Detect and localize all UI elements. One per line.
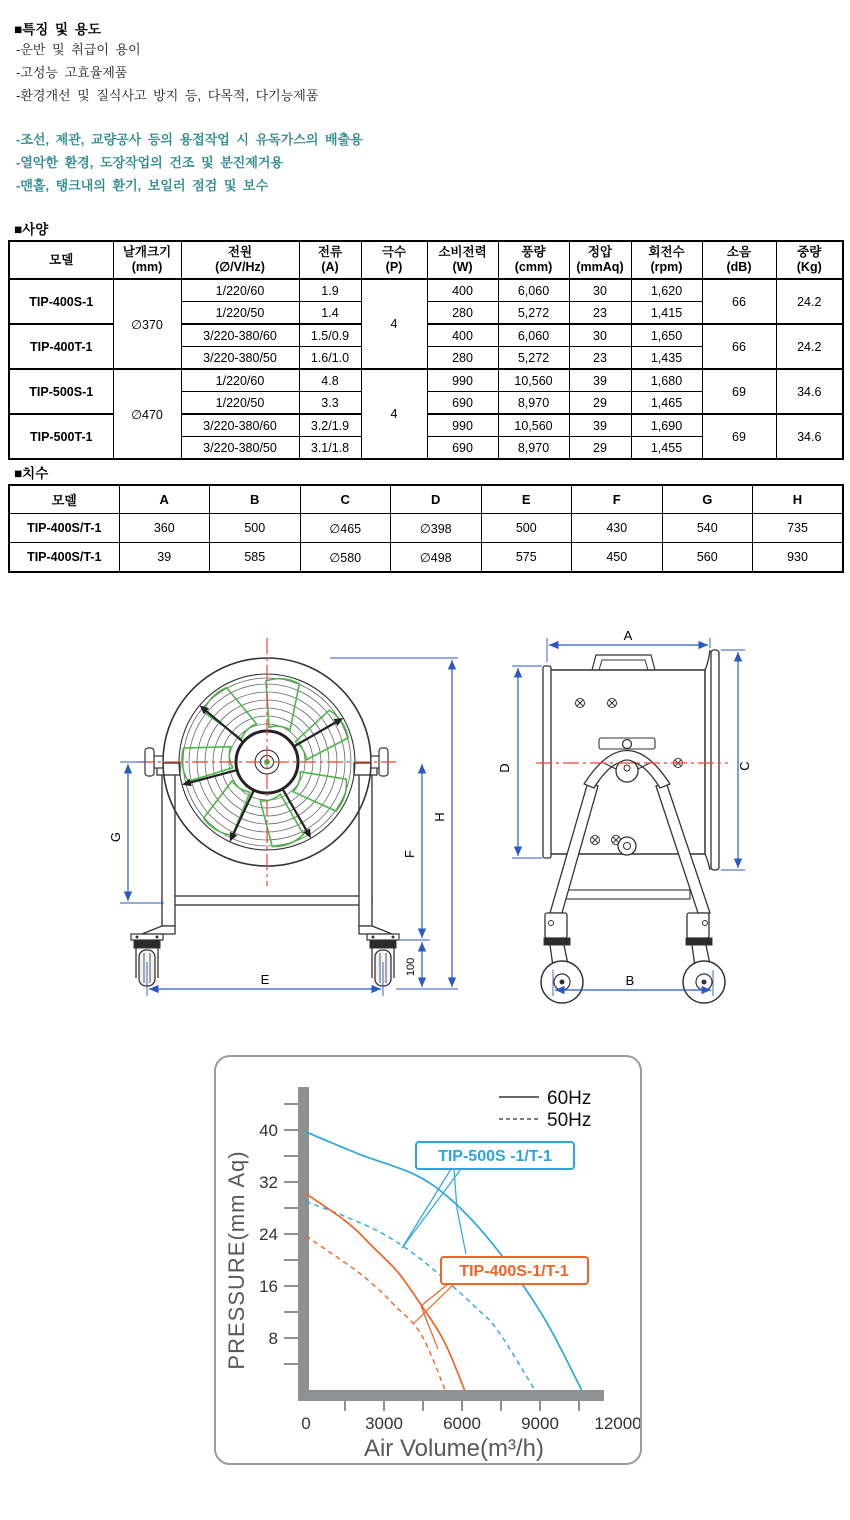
spec-cell: 30 (569, 279, 631, 302)
performance-chart (216, 1057, 640, 1463)
svg-text:8: 8 (268, 1329, 278, 1348)
spec-cell-weight: 24.2 (776, 324, 843, 369)
dims-header: C (300, 485, 391, 514)
spec-header: 모델 (9, 241, 113, 279)
feature-item: -환경개선 및 질식사고 방지 등, 다목적, 다기능제품 (16, 88, 319, 103)
spec-cell: 3.2/1.9 (299, 414, 361, 437)
dim-label-b: B (625, 973, 635, 988)
dims-cell: 39 (119, 543, 210, 573)
spec-cell: 1,435 (631, 347, 702, 370)
dims-cell-model: TIP-400S/T-1 (9, 543, 119, 573)
spec-cell: 1,620 (631, 279, 702, 302)
spec-cell-model: TIP-500S-1 (9, 369, 113, 414)
svg-text:24: 24 (259, 1225, 278, 1244)
feature-item: -운반 및 취급이 용이 (16, 42, 141, 57)
spec-cell: 3/220-380/50 (181, 347, 299, 370)
spec-cell-noise: 66 (702, 324, 776, 369)
dim-label-g: G (108, 831, 123, 843)
spec-header: 날개크기 (mm) (113, 241, 181, 279)
annotation-tip400 (413, 1257, 588, 1349)
dims-cell: 560 (662, 543, 753, 573)
front-view-drawing (100, 622, 470, 1022)
side-view-drawing (492, 622, 850, 1022)
spec-cell: 1.5/0.9 (299, 324, 361, 347)
svg-text:12000: 12000 (594, 1414, 640, 1433)
dim-label-100: 100 (405, 957, 417, 977)
spec-cell: 280 (427, 302, 498, 325)
dims-cell: 540 (662, 514, 753, 543)
dims-header: E (481, 485, 572, 514)
dims-cell: 500 (210, 514, 301, 543)
feature-item-teal: -조선, 제관, 교량공사 등의 용접작업 시 유독가스의 배출용 (16, 132, 363, 147)
dims-cell: 585 (210, 543, 301, 573)
spec-cell: 6,060 (498, 324, 569, 347)
spec-cell: 23 (569, 347, 631, 370)
table-row (9, 279, 843, 302)
dims-cell: 430 (572, 514, 663, 543)
spec-cell: 1/220/60 (181, 279, 299, 302)
spec-cell: 1.4 (299, 302, 361, 325)
spec-cell: 280 (427, 347, 498, 370)
spec-cell: 990 (427, 414, 498, 437)
spec-cell: 1/220/60 (181, 369, 299, 392)
table-row (9, 543, 843, 573)
spec-cell: 8,970 (498, 437, 569, 460)
svg-text:3000: 3000 (365, 1414, 403, 1433)
svg-text:6000: 6000 (443, 1414, 481, 1433)
spec-cell: 1,455 (631, 437, 702, 460)
spec-cell: 1,465 (631, 392, 702, 415)
spec-cell: 10,560 (498, 414, 569, 437)
svg-text:32: 32 (259, 1173, 278, 1192)
svg-text:40: 40 (259, 1121, 278, 1140)
spec-cell: 10,560 (498, 369, 569, 392)
performance-chart-panel (214, 1055, 642, 1465)
dim-label-e: E (260, 972, 270, 987)
chart-series (306, 1202, 535, 1391)
y-axis-title: PRESSURE(mm Aq) (224, 1150, 249, 1370)
dim-label-h: H (432, 812, 447, 822)
caster-right (683, 938, 725, 1003)
dims-cell: ∅580 (300, 543, 391, 573)
spec-cell: 5,272 (498, 347, 569, 370)
spec-cell-weight: 34.6 (776, 369, 843, 414)
spec-cell: 990 (427, 369, 498, 392)
table-row (9, 514, 843, 543)
feature-item: -고성능 고효율제품 (16, 65, 128, 80)
spec-cell: 3/220-380/60 (181, 324, 299, 347)
spec-cell: 400 (427, 279, 498, 302)
spec-cell: 1,680 (631, 369, 702, 392)
features-title: ■특징 및 용도 (14, 22, 101, 37)
svg-text:9000: 9000 (521, 1414, 559, 1433)
spec-cell-model: TIP-400T-1 (9, 324, 113, 369)
svg-text:16: 16 (259, 1277, 278, 1296)
chart-overlay (224, 1088, 591, 1462)
spec-cell: 1,650 (631, 324, 702, 347)
dims-cell: ∅498 (391, 543, 482, 573)
spec-cell: 400 (427, 324, 498, 347)
spec-cell: 3/220-380/60 (181, 414, 299, 437)
spec-cell-weight: 34.6 (776, 414, 843, 459)
dims-table (8, 484, 844, 573)
dims-cell: 450 (572, 543, 663, 573)
handle-inner (599, 660, 648, 670)
annotation-label-tip500: TIP-500S -1/T-1 (438, 1148, 552, 1165)
feature-item-teal: -열악한 환경, 도장작업의 건조 및 분진제거용 (16, 155, 284, 170)
spec-cell-model: TIP-400S-1 (9, 279, 113, 324)
dims-header: 모델 (9, 485, 119, 514)
caster-left (541, 938, 583, 1003)
spec-cell-noise: 69 (702, 369, 776, 414)
dims-cell: 360 (119, 514, 210, 543)
spec-cell-model: TIP-500T-1 (9, 414, 113, 459)
spec-cell: 29 (569, 392, 631, 415)
dims-title: ■치수 (14, 466, 49, 481)
spec-cell: 1/220/50 (181, 302, 299, 325)
legend-label-50hz: 50Hz (547, 1110, 592, 1131)
spec-cell: 690 (427, 392, 498, 415)
spec-cell: 29 (569, 437, 631, 460)
spec-header: 전원 (∅/V/Hz) (181, 241, 299, 279)
features-list-black (16, 38, 318, 107)
dim-label-c: C (737, 761, 752, 771)
spec-header: 전류 (A) (299, 241, 361, 279)
dims-header: G (662, 485, 753, 514)
dims-header-row (9, 485, 843, 514)
spec-table (8, 240, 844, 460)
annotation-label-tip400: TIP-400S-1/T-1 (459, 1263, 569, 1280)
spec-cell-blade: ∅470 (113, 369, 181, 459)
dims-header: A (119, 485, 210, 514)
spec-title: ■사양 (14, 222, 49, 237)
spec-cell-noise: 66 (702, 279, 776, 324)
x-axis-bar (298, 1390, 604, 1401)
table-row (9, 369, 843, 392)
dims-cell-model: TIP-400S/T-1 (9, 514, 119, 543)
spec-cell: 3.3 (299, 392, 361, 415)
dims-cell: 575 (481, 543, 572, 573)
dim-label-a: A (623, 628, 633, 643)
spec-cell-noise: 69 (702, 414, 776, 459)
dims-cell: 930 (753, 543, 844, 573)
dims-cell: 500 (481, 514, 572, 543)
spec-cell: 3/220-380/50 (181, 437, 299, 460)
dims-cell: ∅465 (300, 514, 391, 543)
spec-cell: 1,415 (631, 302, 702, 325)
spec-header-row (9, 241, 843, 279)
spec-header: 풍량 (cmm) (498, 241, 569, 279)
spec-cell: 1/220/50 (181, 392, 299, 415)
dims-cell: 735 (753, 514, 844, 543)
spec-header: 극수 (P) (361, 241, 427, 279)
feature-item-teal: -맨홀, 탱크내의 환기, 보일러 점검 및 보수 (16, 178, 269, 193)
spec-header: 소비전력 (W) (427, 241, 498, 279)
dims-header: B (210, 485, 301, 514)
features-list-teal (16, 128, 363, 197)
chart-legend (499, 1088, 591, 1131)
spec-cell: 6,060 (498, 279, 569, 302)
spec-header: 중량 (Kg) (776, 241, 843, 279)
spec-cell: 23 (569, 302, 631, 325)
dims-header: H (753, 485, 844, 514)
spec-cell: 8,970 (498, 392, 569, 415)
spec-cell: 690 (427, 437, 498, 460)
spec-cell-pole: 4 (361, 369, 427, 459)
dims-header: D (391, 485, 482, 514)
spec-cell: 1,690 (631, 414, 702, 437)
centerlines (138, 638, 396, 886)
spec-cell-blade: ∅370 (113, 279, 181, 369)
spec-cell: 4.8 (299, 369, 361, 392)
spec-header: 정압 (mmAq) (569, 241, 631, 279)
spec-cell: 39 (569, 414, 631, 437)
spec-cell: 39 (569, 369, 631, 392)
spec-cell-weight: 24.2 (776, 279, 843, 324)
dim-label-f: F (402, 850, 417, 858)
dims-cell: ∅398 (391, 514, 482, 543)
dims-header: F (572, 485, 663, 514)
legend-label-60hz: 60Hz (547, 1088, 592, 1109)
spec-cell-pole: 4 (361, 279, 427, 369)
spec-cell: 30 (569, 324, 631, 347)
spec-cell: 1.6/1.0 (299, 347, 361, 370)
svg-text:0: 0 (301, 1414, 311, 1433)
spec-cell: 1.9 (299, 279, 361, 302)
spec-header: 소음 (dB) (702, 241, 776, 279)
chart-series (306, 1194, 465, 1390)
spec-header: 회전수 (rpm) (631, 241, 702, 279)
spec-cell: 3.1/1.8 (299, 437, 361, 460)
x-axis-title: Air Volume(m³/h) (363, 1435, 545, 1462)
spec-cell: 5,272 (498, 302, 569, 325)
dim-label-d: D (497, 763, 512, 773)
